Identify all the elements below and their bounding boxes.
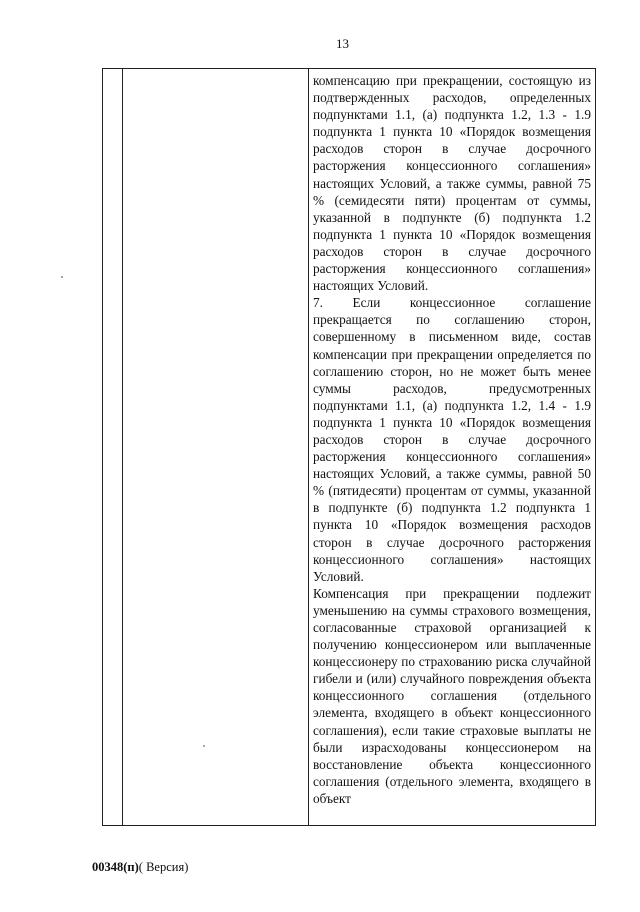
column-divider-1 bbox=[122, 69, 123, 825]
document-version: ( Версия) bbox=[138, 860, 189, 874]
document-footer bbox=[92, 860, 188, 875]
column-divider-2 bbox=[308, 69, 309, 825]
table-cell-text bbox=[313, 72, 591, 807]
paragraph-3: Компенсация при прекращении подлежит уменьшению на суммы страхового возмещения, согласованные страховой организацией к получению концессионером или выплаченные концессионеру по страхованию риска случайной гибели и (или) случайного повреждения объекта концессионного соглашения (отдельного элемента, входящего в объект концессионного соглашения), если такие страховые выплаты не были израсходованы концессионером на восстановление объекта концессионного соглашения (отдельного элемента, входящего в объект bbox=[313, 585, 591, 806]
scan-speck bbox=[61, 276, 63, 278]
scan-speck bbox=[203, 745, 205, 747]
paragraph-1: компенсацию при прекращении, состоящую из подтвержденных расходов, определенных подпунктами 1.1, (а) подпункта 1.2, 1.3 - 1.9 подпункта 1 пункта 10 «Порядок возмещения расходов сторон в случае досрочного расторжения концессионного соглашения» настоящих Условий, а также суммы, равной 75 % (семидесяти пяти) процентам от суммы, указанной в подпункте (б) подпункта 1.2 подпункта 1 пункта 10 «Порядок возмещения расходов сторон в случае досрочного расторжения концессионного соглашения» настоящих Условий. bbox=[313, 73, 591, 294]
page-number: 13 bbox=[336, 36, 349, 51]
document-code: 00348(п) bbox=[92, 860, 139, 874]
document-table bbox=[102, 68, 596, 826]
paragraph-2: 7. Если концессионное соглашение прекращается по соглашению сторон, совершенному в письменном виде, состав компенсации при прекращении определяется по соглашению сторон, но не может быть менее суммы расходов, предусмотренных подпунктами 1.1, (а) подпункта 1.2, 1.4 - 1.9 подпункта 1 пункта 10 «Порядок возмещения расходов сторон в случае досрочного расторжения концессионного соглашения» настоящих Условий, а также суммы, равной 50 % (пятидесяти) процентам от суммы, указанной в подпункте (б) подпункта 1.2 подпункта 1 пункта 10 «Порядок возмещения расходов сторон в случае досрочного расторжения концессионного соглашения» настоящих Условий. bbox=[313, 295, 591, 584]
